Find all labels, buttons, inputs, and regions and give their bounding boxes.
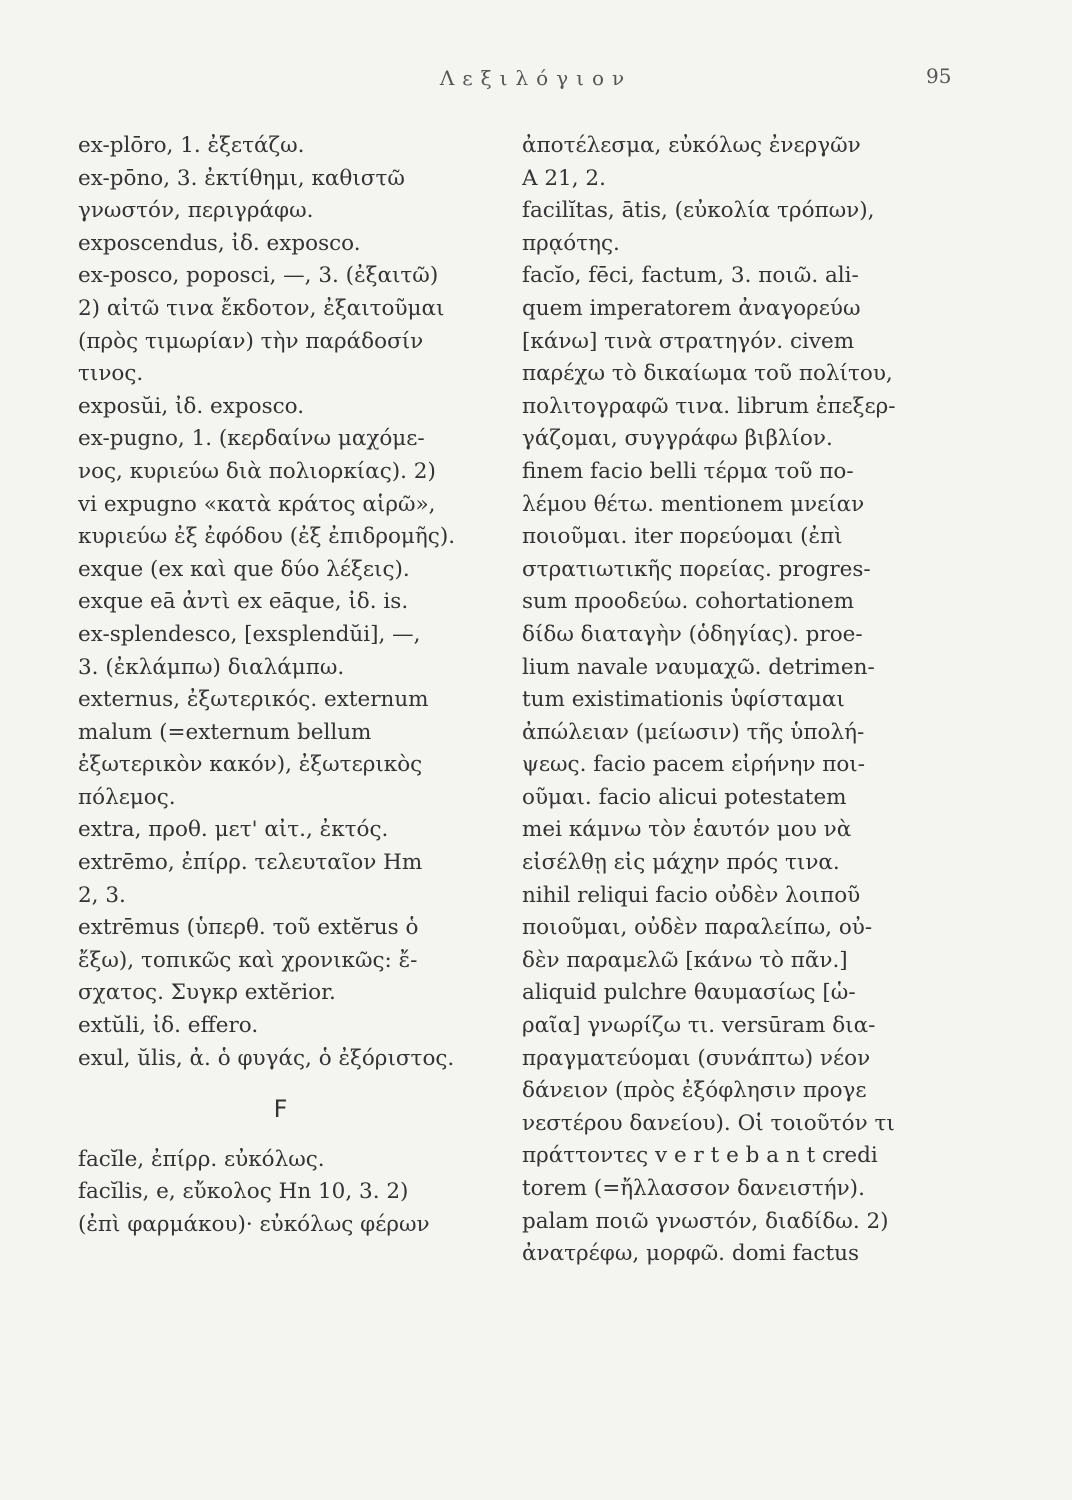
- section-letter-heading: F: [273, 1095, 288, 1124]
- left-column: [78, 130, 498, 1242]
- entry-line: πραγματεύομαι (συνάπτω) νέον: [522, 1045, 871, 1071]
- entry-line: exul, ŭlis, ἀ. ὁ φυγάς, ὁ ἐξόριστος.: [78, 1045, 455, 1071]
- entry-line: ποιοῦμαι. iter πορεύομαι (ἐπὶ: [522, 524, 843, 550]
- entry-line: [κάνω] τινὰ στρατηγόν. civem: [522, 328, 855, 354]
- entry-line: tum existimationis ὑφίσταμαι: [522, 687, 845, 713]
- entry-line: ποιοῦμαι, οὐδὲν παραλείπω, οὐ-: [522, 915, 873, 941]
- right-column: [522, 130, 922, 1271]
- entry-line: ἀνατρέφω, μορφῶ. domi factus: [522, 1241, 859, 1267]
- entry-line: σχατος. Συγκρ extĕrior.: [78, 980, 336, 1006]
- entry-line: νος, κυριεύω διὰ πολιορκίας). 2): [78, 458, 436, 484]
- entry-line: extra, προθ. μετ' αἰτ., ἐκτός.: [78, 817, 389, 843]
- entry-line: facĭo, fēci, factum, 3. ποιῶ. ali-: [522, 263, 859, 289]
- entry-line: παρέχω τὸ δικαίωμα τοῦ πολίτου,: [522, 361, 893, 387]
- entry-line: δὲν παραμελῶ [κάνω τὸ πᾶν.]: [522, 947, 848, 973]
- entry-line: ἔξω), τοπικῶς καὶ χρονικῶς: ἔ-: [78, 947, 418, 973]
- entry-line: mei κάμνω τὸν ἑαυτόν μου νὰ: [522, 817, 852, 843]
- entry-line: facilĭtas, ātis, (εὐκολία τρόπων),: [522, 198, 875, 224]
- entry-line: γάζομαι, συγγράφω βιβλίον.: [522, 426, 833, 452]
- entry-line: torem (=ἤλλασσον δανειστήν).: [522, 1176, 865, 1201]
- entry-line: πόλεμος.: [78, 784, 176, 810]
- entry-line: ex-posco, poposci, —, 3. (ἐξαιτῶ): [78, 263, 439, 289]
- entry-line: πολιτογραφῶ τινα. librum ἐπεξερ-: [522, 393, 896, 419]
- entry-line: ex-pōno, 3. ἐκτίθημι, καθιστῶ: [78, 165, 405, 191]
- entry-line: A 21, 2.: [522, 165, 606, 191]
- entry-line: palam ποιῶ γνωστόν, διαδίδω. 2): [522, 1208, 889, 1234]
- entry-line: finem facio belli τέρμα τοῦ πο-: [522, 458, 854, 484]
- entry-line: ἀπώλειαν (μείωσιν) τῆς ὑπολή-: [522, 719, 865, 745]
- entry-line: κυριεύω ἐξ ἐφόδου (ἐξ ἐπιδρομῆς).: [78, 524, 456, 550]
- entry-line: 2) αἰτῶ τινα ἔκδοτον, ἐξαιτοῦμαι: [78, 295, 445, 321]
- entry-line: 3. (ἐκλάμπω) διαλάμπω.: [78, 654, 345, 680]
- entry-line: ραῖα] γνωρίζω τι. versūram δια-: [522, 1013, 876, 1039]
- entry-line: (πρὸς τιμωρίαν) τὴν παράδοσίν: [78, 328, 424, 354]
- entry-line: exposŭi, ἰδ. exposco.: [78, 393, 305, 419]
- entry-line: aliquid pulchre θαυμασίως [ὡ-: [522, 980, 856, 1006]
- entry-line: nihil reliqui facio οὐδὲν λοιποῦ: [522, 882, 861, 908]
- entry-line: πράττοντες v e r t e b a n t credi: [522, 1143, 878, 1169]
- entry-line: πρᾳότης.: [522, 230, 620, 256]
- entry-line: εἰσέλθῃ εἰς μάχην πρός τινα.: [522, 850, 840, 876]
- entry-line: facĭlis, e, εὔκολος Hn 10, 3. 2): [78, 1179, 409, 1205]
- page-number: 95: [926, 64, 952, 88]
- entry-line: οῦμαι. facio alicui potestatem: [522, 784, 847, 810]
- entry-line: exque (ex καὶ que δύο λέξεις).: [78, 556, 410, 582]
- entry-line: 2, 3.: [78, 882, 126, 908]
- entry-line: extrēmo, ἐπίρρ. τελευταῖον Hm: [78, 850, 423, 876]
- entry-line: (ἐπὶ φαρμάκου)· εὐκόλως φέρων: [78, 1212, 430, 1237]
- entry-line: δίδω διαταγὴν (ὁδηγίας). proe-: [522, 621, 863, 647]
- entry-line: στρατιωτικῆς πορείας. progres-: [522, 556, 871, 582]
- page-header-title: Λεξιλόγιον: [439, 66, 633, 90]
- entry-line: δάνειον (πρὸς ἐξόφλησιν προγε: [522, 1078, 867, 1104]
- entry-line: τινος.: [78, 361, 144, 387]
- entry-line: externus, ἐξωτερικός. externum: [78, 687, 429, 713]
- entry-line: vi expugno «κατὰ κράτος αἱρῶ»,: [78, 491, 436, 517]
- entry-line: exposcendus, ἰδ. exposco.: [78, 230, 361, 256]
- entry-line: sum προοδεύω. cohortationem: [522, 589, 855, 615]
- entry-line: ex-pugno, 1. (κερδαίνω μαχόμε-: [78, 426, 425, 452]
- entry-line: lium navale ναυμαχῶ. detrimen-: [522, 654, 875, 680]
- entry-line: ψεως. facio pacem εἰρήνην ποι-: [522, 752, 865, 778]
- entry-line: malum (=externum bellum: [78, 719, 372, 745]
- entry-line: extrēmus (ὑπερθ. τοῦ extĕrus ὁ: [78, 915, 419, 941]
- entry-line: λέμου θέτω. mentionem μνείαν: [522, 491, 865, 517]
- entry-line: ex-splendesco, [exsplendŭi], —,: [78, 621, 421, 647]
- entry-line: γνωστόν, περιγράφω.: [78, 198, 314, 224]
- entry-line: extŭli, ἰδ. effero.: [78, 1013, 259, 1039]
- entry-line: ἐξωτερικὸν κακόν), ἐξωτερικὸς: [78, 752, 423, 778]
- entry-line: exque eā ἀντὶ ex eāque, ἰδ. is.: [78, 589, 409, 615]
- entry-line: ex-plōro, 1. ἐξετάζω.: [78, 133, 305, 158]
- entry-line: νεστέρου δανείου). Οἱ τοιοῦτόν τι: [522, 1110, 895, 1136]
- entry-line: facĭle, ἐπίρρ. εὐκόλως.: [78, 1146, 325, 1172]
- entry-line: quem imperatorem ἀναγορεύω: [522, 295, 861, 321]
- entry-line: ἀποτέλεσμα, εὐκόλως ἐνεργῶν: [522, 133, 861, 158]
